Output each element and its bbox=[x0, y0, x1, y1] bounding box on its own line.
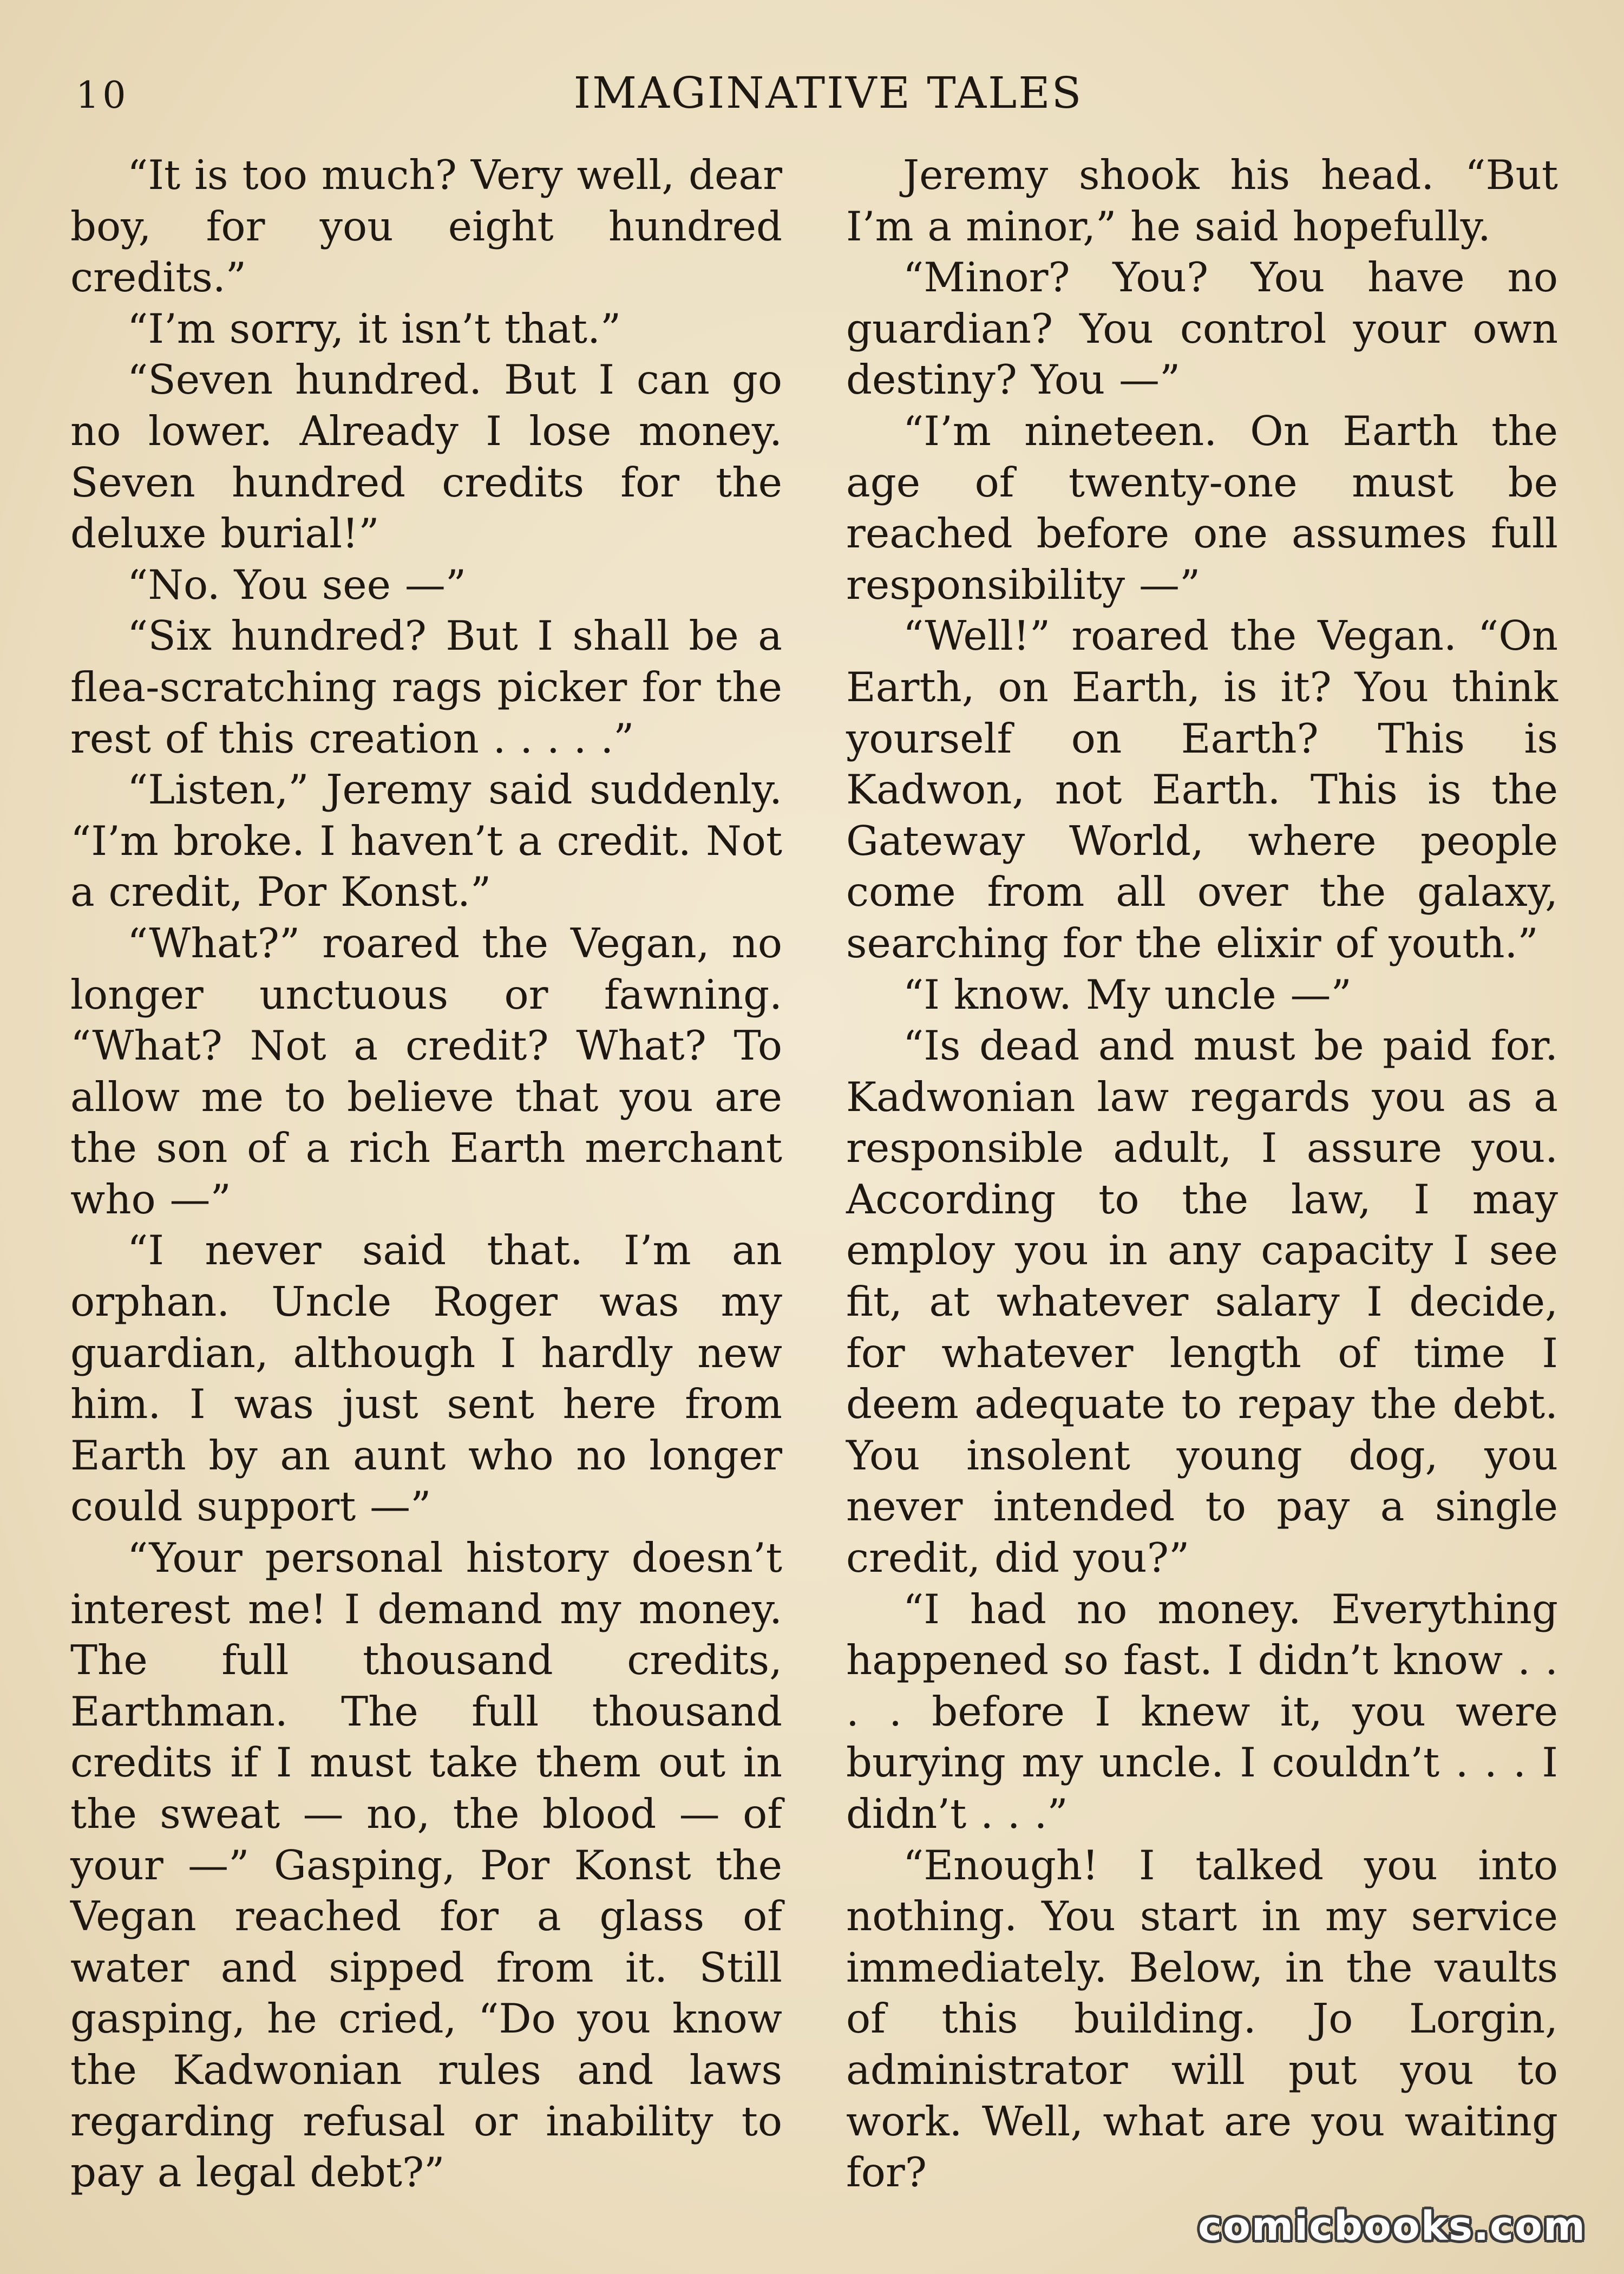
paragraph: “Well!” roared the Vegan. “On Earth, on Earth, is it? You think yourself on Earth? This is Kadwon, not Earth. This is the Gateway World, where people come from all over the galaxy, searching for the elixir of youth.” bbox=[846, 612, 1558, 967]
source-watermark: comicbooks.com bbox=[1198, 2203, 1586, 2250]
paragraph: “Minor? You? You have no guardian? You control your own destiny? You —” bbox=[846, 253, 1558, 404]
paragraph: “Is dead and must be paid for. Kadwonian law regards you as a responsible adult, I assure you. According to the law, I may employ you in any capacity I see fit, at whatever salary I decide, for whatever length of time I deem adequate to repay the debt. You insolent young dog, you never intended to pay a single credit, did you?” bbox=[846, 1022, 1558, 1582]
paragraph: “I know. My uncle —” bbox=[903, 970, 1352, 1018]
page-header bbox=[70, 62, 1564, 127]
paragraph: “Your personal history doesn’t interest me! I demand my money. The full thousand credits, Earthman. The full thousand credits if I must take them out in the sweat — no, the blood — of your —” Gasping, Por Konst the Vegan reached for a glass of water and sipped from it. Still gasping, he cried, “Do you know the Kadwonian rules and laws regarding refusal or inability to pay a legal debt?” bbox=[70, 1534, 782, 2197]
paragraph: Jeremy shook his head. “But I’m a minor,” he said hopefully. bbox=[846, 151, 1558, 250]
paragraph: “What?” roared the Vegan, no longer unctuous or fawning. “What? Not a credit? What? To allow me to believe that you are the son of a rich Earth merchant who —” bbox=[70, 919, 782, 1223]
page-number: 10 bbox=[76, 74, 129, 117]
paragraph: “Listen,” Jeremy said suddenly. “I’m broke. I haven’t a credit. Not a credit, Por Konst.” bbox=[70, 766, 782, 916]
paragraph: “No. You see —” bbox=[127, 560, 467, 609]
paragraph: “I had no money. Everything happened so fast. I didn’t know . . . . before I knew it, you were burying my uncle. I couldn’t . . . I didn’t . . .” bbox=[846, 1585, 1558, 1838]
paragraph: “Seven hundred. But I can go no lower. Already I lose money. Seven hundred credits for the deluxe burial!” bbox=[70, 356, 782, 558]
paragraph: “I’m nineteen. On Earth the age of twenty-one must be reached before one assumes full responsibility —” bbox=[846, 407, 1558, 609]
paragraph: “Enough! I talked you into nothing. You start in my service immediately. Below, in the vaults of this building. Jo Lorgin, administrator will put you to work. Well, what are you waiting for? bbox=[846, 1841, 1558, 2197]
paragraph: “I’m sorry, it isn’t that.” bbox=[127, 304, 621, 352]
running-title: IMAGINATIVE TALES bbox=[573, 68, 1083, 118]
paragraph: “Six hundred? But I shall be a flea-scratching rags picker for the rest of this creation . . . . .” bbox=[70, 612, 782, 762]
text-column-left bbox=[70, 149, 782, 2198]
paragraph: “It is too much? Very well, dear boy, for you eight hundred credits.” bbox=[70, 151, 782, 302]
text-column-right bbox=[846, 149, 1558, 2198]
paragraph: “I never said that. I’m an orphan. Uncle Roger was my guardian, although I hardly new him. I was just sent here from Earth by an aunt who no longer could support —” bbox=[70, 1226, 782, 1531]
